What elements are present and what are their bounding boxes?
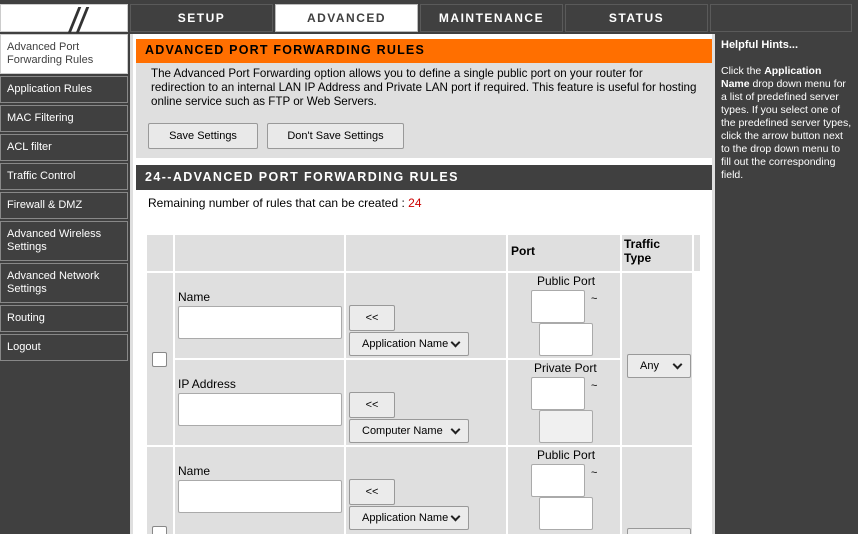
sidebar-item-logout[interactable]: Logout: [0, 334, 128, 361]
rule1-computer-name-select[interactable]: [349, 419, 469, 443]
main-content: [130, 34, 715, 534]
rule2-public-port-start[interactable]: [531, 464, 585, 497]
helpful-hints-panel: [715, 34, 858, 534]
rule1-traffic-any-text: Any: [640, 360, 659, 372]
rule1-private-port-start[interactable]: [531, 377, 585, 410]
chevron-down-icon: [451, 338, 461, 348]
sidebar-item-application-rules[interactable]: Application Rules: [0, 76, 128, 103]
intro-text: The Advanced Port Forwarding option allows you to define a single public port on your router for redirection to an internal LAN IP Address and Private LAN port if required. This feature is useful for hosting online service such as FTP or Web Servers.: [151, 67, 697, 108]
hints-text: [721, 65, 852, 182]
rule1-public-port-end[interactable]: [539, 323, 593, 356]
tab-status[interactable]: STATUS: [565, 4, 708, 32]
rule2-name-label: Name: [178, 464, 211, 478]
header-name-cell: [175, 235, 344, 271]
sidebar-item-advanced-wireless[interactable]: Advanced Wireless Settings: [0, 221, 128, 261]
rule1-ip-cell: [175, 360, 344, 445]
rule1-public-port-cell: [508, 273, 620, 358]
rule2-check-cell: [147, 447, 173, 534]
rule1-app-arrow-button[interactable]: <<: [349, 305, 395, 331]
chevron-down-icon: [451, 512, 461, 522]
rule1-public-tilde: ~: [591, 293, 598, 305]
top-nav: [130, 4, 854, 32]
traffic-type-header: Traffic Type: [624, 237, 661, 265]
rule1-application-name-select[interactable]: [349, 332, 469, 356]
save-settings-button[interactable]: Save Settings: [148, 123, 258, 149]
rule1-private-port-cell: [508, 360, 620, 445]
header-edge-cell: [694, 235, 700, 271]
rule1-traffic-type-select[interactable]: [627, 354, 691, 378]
rule2-public-port-end[interactable]: [539, 497, 593, 530]
rule1-private-tilde: ~: [591, 380, 598, 392]
rule1-name-input[interactable]: [178, 306, 342, 339]
tab-blank: [710, 4, 852, 32]
tab-setup[interactable]: SETUP: [130, 4, 273, 32]
sidebar-item-routing[interactable]: Routing: [0, 305, 128, 332]
rule1-public-port-start[interactable]: [531, 290, 585, 323]
rule1-enable-checkbox[interactable]: [152, 352, 167, 367]
rule2-application-name-text: Application Name: [362, 512, 449, 524]
hints-title: Helpful Hints...: [721, 39, 798, 51]
hints-text-post: drop down menu for a list of predefined server types. If you select one of the predefined server types, click the arrow button next to the drop down menu to fill out the corresponding field.: [721, 78, 852, 181]
sidebar-item-advanced-port-forwarding[interactable]: Advanced Port Forwarding Rules: [0, 34, 128, 74]
rule2-name-input[interactable]: [178, 480, 342, 513]
intro-title: ADVANCED PORT FORWARDING RULES: [136, 39, 712, 63]
rule2-app-cell: [346, 447, 506, 534]
rule2-application-name-select[interactable]: [349, 506, 469, 530]
rule2-public-port-label: Public Port: [537, 448, 596, 462]
remaining-label: Remaining number of rules that can be created :: [148, 196, 405, 210]
rule2-traffic-type-select[interactable]: [627, 528, 691, 534]
rule1-computer-arrow-button[interactable]: <<: [349, 392, 395, 418]
rules-section: [136, 165, 712, 534]
rule1-application-name-text: Application Name: [362, 338, 449, 350]
header-check-cell: [147, 235, 173, 271]
rule1-traffic-cell: [622, 273, 692, 445]
hints-text-pre: Click the: [721, 65, 765, 77]
rule1-public-port-label: Public Port: [537, 274, 596, 288]
dont-save-settings-button[interactable]: Don't Save Settings: [267, 123, 404, 149]
hints-text-bold: Application Name: [721, 65, 822, 90]
header-traffic-cell: [622, 235, 692, 271]
rule1-name-label: Name: [178, 290, 211, 304]
rule1-name-cell: [175, 273, 344, 358]
rule1-computer-cell: [346, 360, 506, 445]
rule2-public-port-cell: [508, 447, 620, 534]
chevron-down-icon: [451, 425, 461, 435]
rule1-private-port-label: Private Port: [534, 361, 597, 375]
rule1-private-port-end: [539, 410, 593, 443]
rule1-ip-input[interactable]: [178, 393, 342, 426]
sidebar-item-firewall-dmz[interactable]: Firewall & DMZ: [0, 192, 128, 219]
intro-section: [136, 39, 712, 158]
tab-advanced[interactable]: ADVANCED: [275, 4, 418, 32]
rule1-app-cell: [346, 273, 506, 358]
sidebar-item-traffic-control[interactable]: Traffic Control: [0, 163, 128, 190]
header-app-cell: [346, 235, 506, 271]
sidebar-item-advanced-network[interactable]: Advanced Network Settings: [0, 263, 128, 303]
sidebar: [0, 34, 129, 363]
rules-title: 24--ADVANCED PORT FORWARDING RULES: [136, 165, 712, 190]
rule1-ip-label: IP Address: [178, 377, 236, 391]
rule2-app-arrow-button[interactable]: <<: [349, 479, 395, 505]
tab-maintenance[interactable]: MAINTENANCE: [420, 4, 563, 32]
remaining-rules: [148, 196, 422, 210]
remaining-count: 24: [408, 196, 422, 210]
sidebar-item-acl-filter[interactable]: ACL filter: [0, 134, 128, 161]
rule2-traffic-cell: [622, 447, 692, 534]
rule1-check-cell: [147, 273, 173, 445]
rule1-computer-name-text: Computer Name: [362, 425, 443, 437]
rule2-public-tilde: ~: [591, 467, 598, 479]
chevron-down-icon: [673, 360, 683, 370]
rule2-enable-checkbox[interactable]: [152, 526, 167, 534]
brand-logo: [0, 4, 128, 32]
port-header: Port: [511, 244, 535, 258]
header-port-cell: [508, 235, 620, 271]
rule2-name-cell: [175, 447, 344, 534]
sidebar-item-mac-filtering[interactable]: MAC Filtering: [0, 105, 128, 132]
